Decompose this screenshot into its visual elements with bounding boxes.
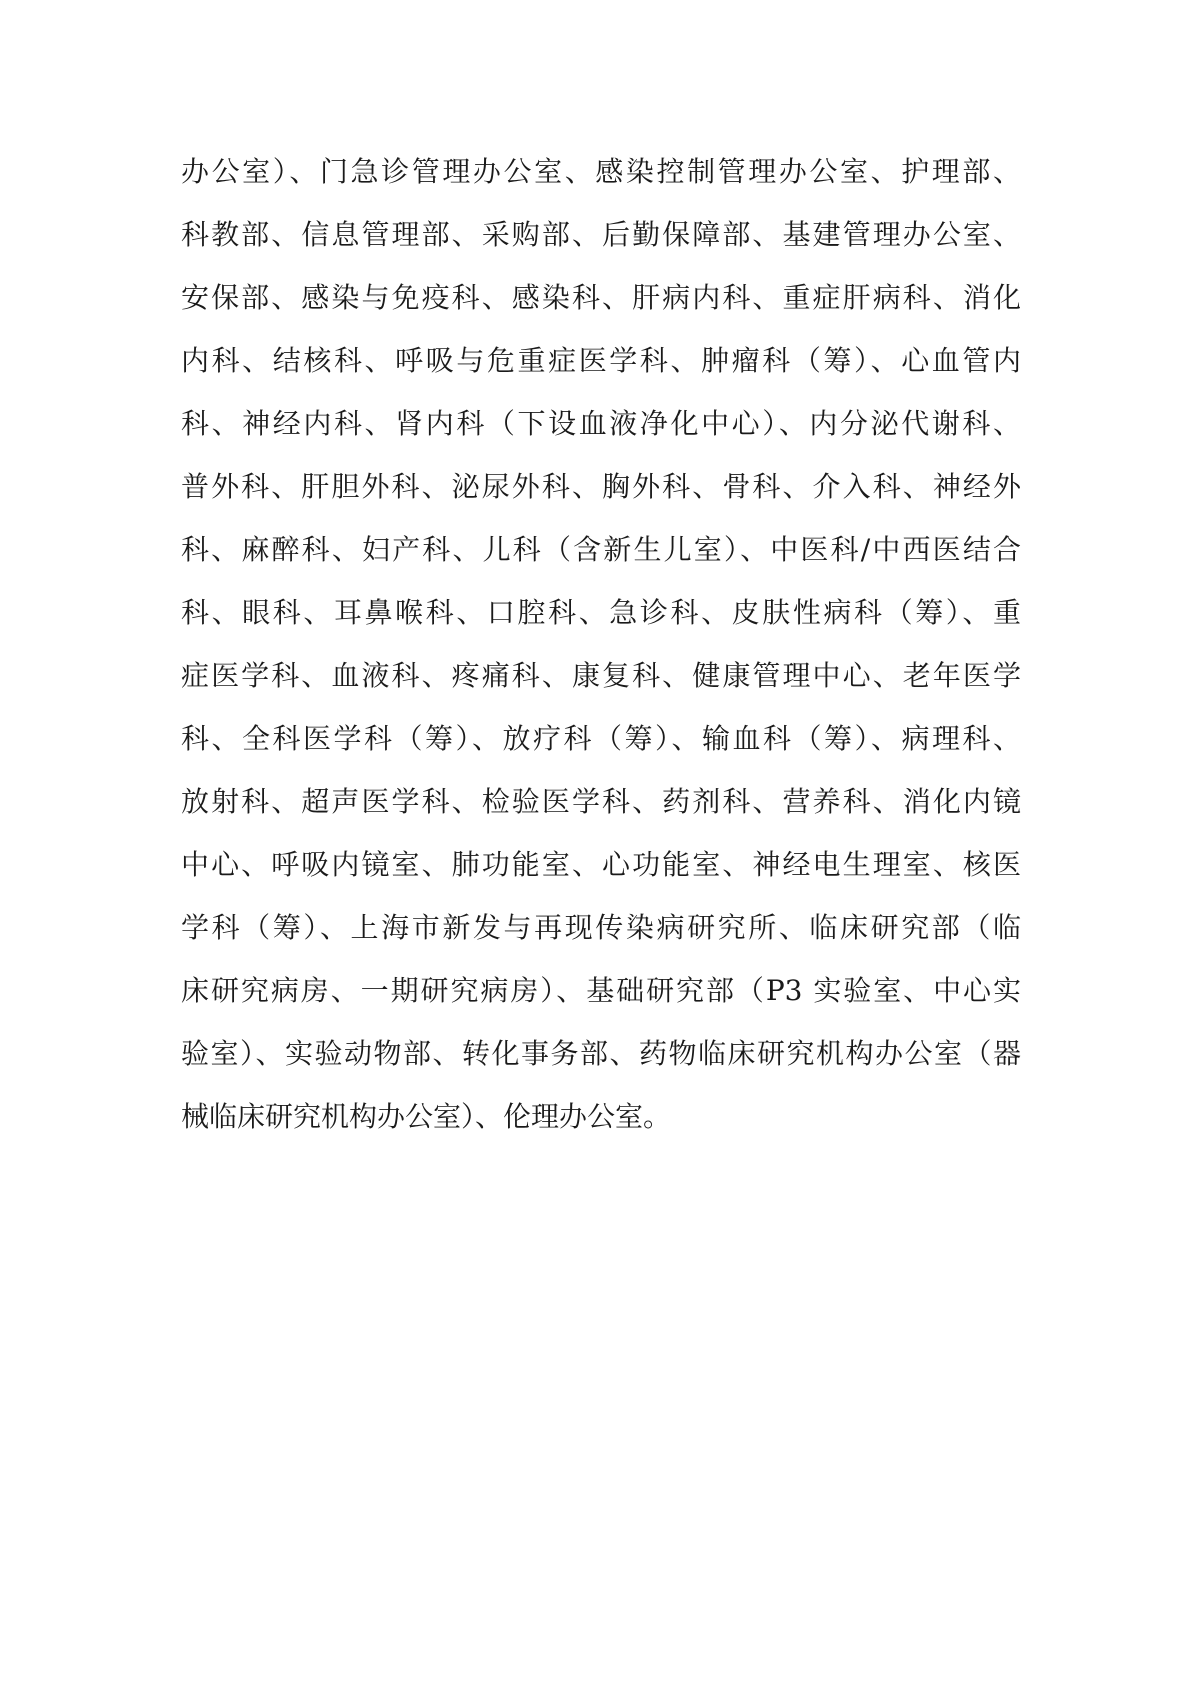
paragraph-line: 验室）、实验动物部、转化事务部、药物临床研究机构办公室（器 (181, 1037, 1021, 1070)
paragraph-line: 普外科、肝胆外科、泌尿外科、胸外科、骨科、介入科、神经外 (181, 470, 1021, 503)
paragraph-line: 内科、结核科、呼吸与危重症医学科、肿瘤科（筹）、心血管内 (181, 344, 1021, 377)
body-paragraph (181, 152, 1021, 1160)
paragraph-line: 中心、呼吸内镜室、肺功能室、心功能室、神经电生理室、核医 (181, 848, 1021, 881)
paragraph-line: 科、麻醉科、妇产科、儿科（含新生儿室）、中医科/中西医结合 (181, 533, 1021, 566)
paragraph-line: 科、眼科、耳鼻喉科、口腔科、急诊科、皮肤性病科（筹）、重 (181, 596, 1021, 629)
paragraph-line: 科教部、信息管理部、采购部、后勤保障部、基建管理办公室、 (181, 218, 1021, 251)
paragraph-line: 症医学科、血液科、疼痛科、康复科、健康管理中心、老年医学 (181, 659, 1021, 692)
paragraph-line-last: 械临床研究机构办公室）、伦理办公室。 (181, 1100, 672, 1133)
paragraph-line: 安保部、感染与免疫科、感染科、肝病内科、重症肝病科、消化 (181, 281, 1021, 314)
paragraph-line: 科、神经内科、肾内科（下设血液净化中心）、内分泌代谢科、 (181, 407, 1021, 440)
paragraph-line: 放射科、超声医学科、检验医学科、药剂科、营养科、消化内镜 (181, 785, 1021, 818)
paragraph-line: 床研究病房、一期研究病房）、基础研究部（P3 实验室、中心实 (181, 974, 1021, 1007)
paragraph-line: 科、全科医学科（筹）、放疗科（筹）、输血科（筹）、病理科、 (181, 722, 1021, 755)
paragraph-line: 学科（筹）、上海市新发与再现传染病研究所、临床研究部（临 (181, 911, 1021, 944)
paragraph-line: 办公室）、门急诊管理办公室、感染控制管理办公室、护理部、 (181, 155, 1021, 188)
